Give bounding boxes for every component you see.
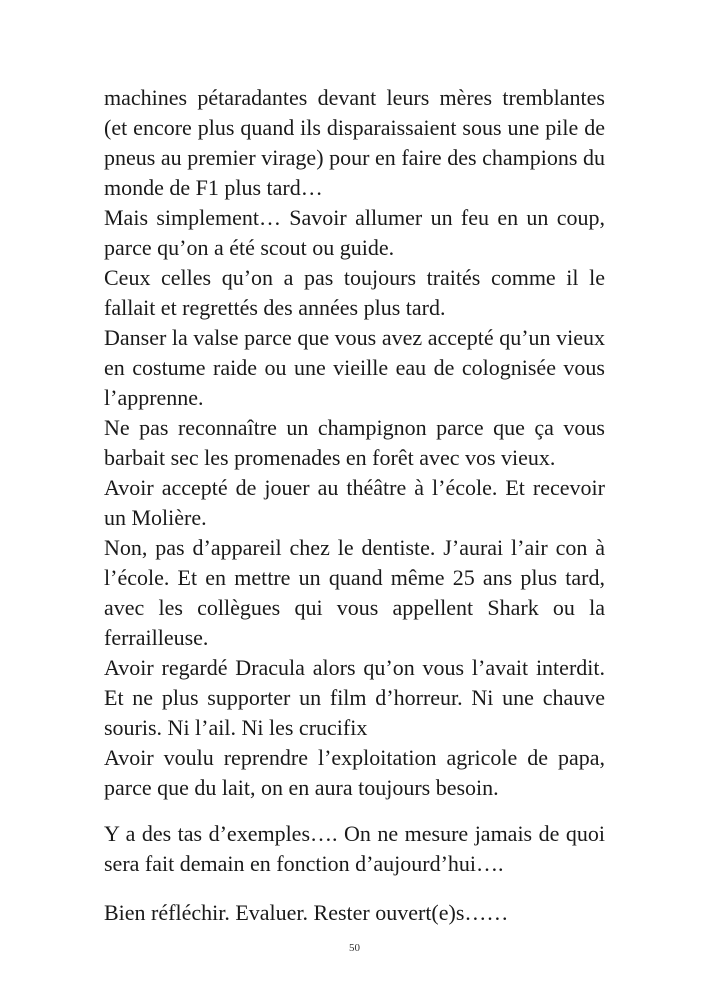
paragraph: Danser la valse parce que vous avez accepté qu’un vieux en costume raide ou une vieille eau de colognisée vous l’apprenne. (104, 325, 605, 410)
paragraph: Y a des tas d’exemples…. On ne mesure jamais de quoi sera fait demain en fonction d’aujourd’hui…. (104, 821, 605, 876)
paragraph: Avoir regardé Dracula alors qu’on vous l’avait interdit. Et ne plus supporter un film d’horreur. Ni une chauve souris. Ni l’ail. Ni les crucifix (104, 655, 605, 740)
paragraph: Avoir accepté de jouer au théâtre à l’école. Et recevoir un Molière. (104, 475, 605, 530)
paragraph: Ceux celles qu’on a pas toujours traités comme il le fallait et regrettés des années plus tard. (104, 265, 605, 320)
paragraph: Mais simplement… Savoir allumer un feu en un coup, parce qu’on a été scout ou guide. (104, 205, 605, 260)
body-text (104, 83, 605, 928)
paragraph: Bien réfléchir. Evaluer. Rester ouvert(e)s…… (104, 900, 509, 925)
paragraph: Ne pas reconnaître un champignon parce que ça vous barbait sec les promenades en forêt avec vos vieux. (104, 415, 605, 470)
page-number: 50 (349, 942, 360, 954)
paragraph: Avoir voulu reprendre l’exploitation agricole de papa, parce que du lait, on en aura toujours besoin. (104, 745, 605, 800)
paragraph: machines pétaradantes devant leurs mères tremblantes (et encore plus quand ils disparaissaient sous une pile de pneus au premier virage) pour en faire des champions du monde de F1 plus tard… (104, 85, 605, 200)
paragraph: Non, pas d’appareil chez le dentiste. J’aurai l’air con à l’école. Et en mettre un quand même 25 ans plus tard, avec les collègues qui vous appellent Shark ou la ferrailleuse. (104, 535, 605, 650)
